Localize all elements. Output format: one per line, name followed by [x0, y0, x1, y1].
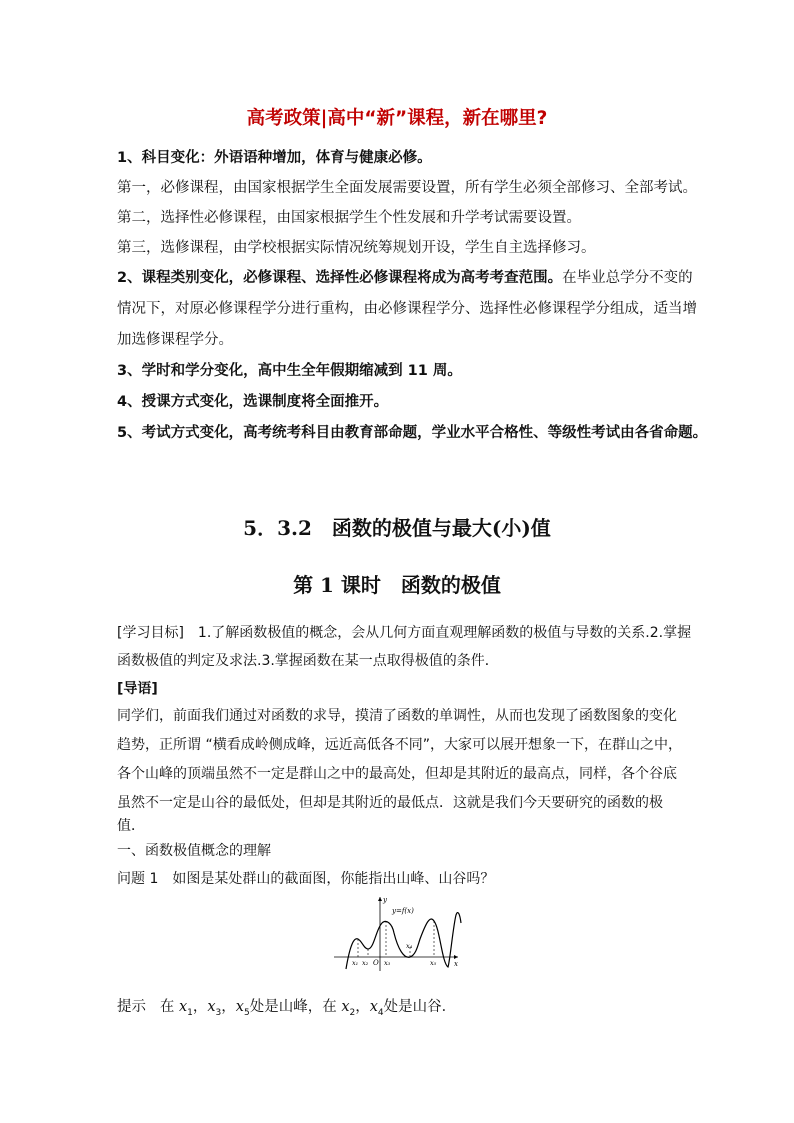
x5-label: x₅: [430, 959, 437, 967]
hint-sub-4: 4: [377, 1007, 384, 1018]
policy-item-5: 5、考试方式变化，高考统考科目由教育部命题，学业水平合格性、等级性考试由各省命题。: [117, 425, 708, 441]
policy-item-2-bold: 2、课程类别变化，必修课程、选择性必修课程将成为高考考查范围。: [117, 270, 563, 286]
intro-paragraph-3: 各个山峰的顶端虽然不一定是群山之中的最高处，但却是其附近的最高点，同样，各个谷底: [117, 766, 677, 782]
lesson-title: 第 1 课时 函数的极值: [293, 573, 501, 597]
hint-text-4: 处是山峰，在: [249, 999, 337, 1015]
hint-sub-5: 5: [243, 1007, 250, 1018]
hint-var-x3: x: [207, 999, 216, 1015]
hint-text-5: ，: [355, 999, 370, 1015]
x1-label: x₁: [352, 959, 359, 967]
intro-paragraph-2: 趋势，正所谓 “横看成岭侧成峰，远近高低各不同”，大家可以展开想象一下，在群山之中，: [117, 737, 682, 753]
hint-var-x1: x: [178, 999, 188, 1015]
policy-item-2: [117, 268, 693, 288]
x2-label: x₂: [362, 959, 369, 967]
hint-line: [117, 996, 456, 1024]
policy-item-3: 3、学时和学分变化，高中生全年假期缩减到 11 周。: [117, 363, 462, 379]
intro-paragraph-1: 同学们，前面我们通过对函数的求导，摸清了函数的单调性，从而也发现了函数图象的变化: [117, 708, 677, 724]
hint-text-2: ，: [192, 999, 208, 1015]
policy-item-2-rest: 在毕业总学分不变的: [562, 270, 693, 286]
section-title: 5．3.2 函数的极值与最大(小)值: [243, 516, 551, 540]
policy-required-courses: 第一，必修课程，由国家根据学生全面发展需要设置，所有学生必须全部修习、全部考试。: [117, 180, 697, 196]
hint-label: 提示: [117, 999, 146, 1015]
x-axis-arrow: [454, 955, 458, 959]
part-1-heading: 一、函数极值概念的理解: [117, 843, 271, 859]
policy-item-2-end: 加选修课程学分。: [117, 332, 233, 348]
hint-text-1: 在: [159, 999, 175, 1015]
hint-text-6: 处是山谷．: [383, 999, 457, 1015]
policy-item-1: 1、科目变化：外语语种增加，体育与健康必修。: [117, 150, 432, 166]
page-title: 高考政策|高中“新”课程，新在哪里?: [246, 108, 548, 129]
hint-text-3: ，: [221, 999, 236, 1015]
hint-sub-1: 1: [187, 1007, 193, 1018]
question-1: 问题 1 如图是某处群山的截面图，你能指出山峰、山谷吗？: [117, 871, 495, 887]
policy-elective: 第三，选修课程，由学校根据实际情况统筹规划开设，学生自主选择修习。: [117, 240, 596, 256]
y-axis-label: y: [383, 896, 387, 904]
policy-item-2-cont: 情况下，对原必修课程学分进行重构，由必修课程学分、选择性必修课程学分组成，适当增: [117, 301, 697, 317]
hint-sub-3: 3: [215, 1007, 222, 1018]
origin-label: O: [373, 959, 379, 967]
intro-paragraph-4: 虽然不一定是山谷的最低处，但却是其附近的最低点．这就是我们今天要研究的函数的极: [117, 795, 663, 811]
y-axis-arrow: [378, 897, 382, 901]
intro-label: [导语]: [117, 681, 158, 697]
function-label: y=f(x): [392, 907, 414, 915]
hint-sub-2: 2: [349, 1007, 356, 1018]
intro-paragraph-5: 值．: [117, 818, 145, 834]
x-axis-label: x: [454, 960, 458, 968]
learning-goals-line-1: [学习目标] 1.了解函数极值的概念，会从几何方面直观理解函数的极值与导数的关系.2.掌握: [117, 625, 692, 641]
function-graph-figure: [330, 893, 462, 973]
x3-label: x₃: [384, 959, 391, 967]
policy-item-4: 4、授课方式变化，选课制度将全面推开。: [117, 394, 389, 410]
learning-goals-line-2: 函数极值的判定及求法.3.掌握函数在某一点取得极值的条件．: [117, 653, 499, 669]
x4-label: x₄: [406, 942, 413, 950]
hint-var-x2: x: [341, 999, 350, 1015]
function-graph-svg: [330, 893, 462, 973]
hint-var-x5: x: [235, 999, 244, 1015]
hint-var-x4: x: [369, 999, 378, 1015]
policy-selective-required: 第二，选择性必修课程，由国家根据学生个性发展和升学考试需要设置。: [117, 210, 581, 226]
